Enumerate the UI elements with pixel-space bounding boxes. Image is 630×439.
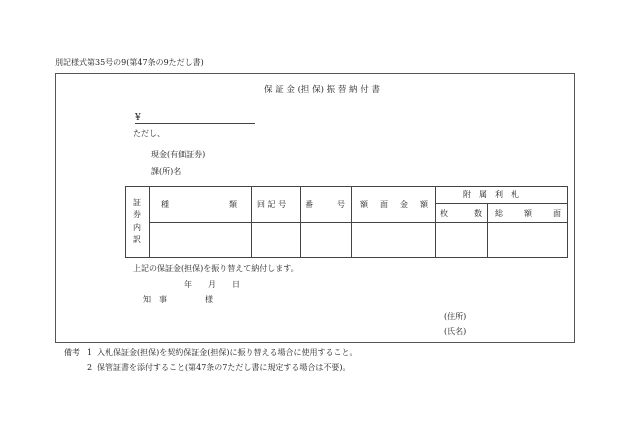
note-1-number: 1 <box>87 348 93 357</box>
address-label: (住所) <box>444 312 467 321</box>
tadashi-label: ただし、 <box>133 129 165 138</box>
col-total-char: 総 <box>495 209 503 218</box>
table-rule-header <box>149 222 568 223</box>
table-rule-number <box>351 186 352 258</box>
date-month: 月 <box>208 280 216 289</box>
col-number-char: 号 <box>337 200 345 209</box>
governor-label: 知 事 <box>143 295 167 304</box>
table-border-top <box>125 186 568 187</box>
col-face-value-header <box>360 201 428 209</box>
date-year: 年 <box>184 280 192 289</box>
col-face-char: 額 <box>420 200 428 209</box>
col-kind-char: 類 <box>229 200 237 209</box>
table-border-left <box>125 186 126 258</box>
notes-heading: 備考 <box>64 348 80 357</box>
col-coupon-header: 附 属 利 札 <box>463 190 519 199</box>
col-number-header <box>305 201 345 209</box>
col-total-char: 額 <box>524 209 532 218</box>
col-kind-char: 種 <box>161 200 169 209</box>
side-label-char: 証 <box>133 198 141 207</box>
table-border-right <box>567 186 568 258</box>
yen-symbol: ¥ <box>135 113 141 123</box>
table-rule-kind <box>251 186 252 258</box>
col-total-header <box>495 210 561 218</box>
honorific: 様 <box>205 295 213 304</box>
name-label: (氏名) <box>444 327 467 336</box>
col-count-char: 数 <box>474 209 482 218</box>
col-kind-header <box>161 201 237 209</box>
col-face-char: 額 <box>360 200 368 209</box>
col-total-char: 面 <box>553 209 561 218</box>
col-count-header <box>440 210 482 218</box>
statement: 上記の保証金(担保)を振り替えて納付します。 <box>133 264 299 273</box>
division-label: 課(所)名 <box>151 167 182 176</box>
cash-label: 現金(有価証券) <box>151 150 206 159</box>
note-1-text: 入札保証金(担保)を契約保証金(担保)に振り替える場合に使用すること。 <box>97 348 358 357</box>
side-label-char: 券 <box>133 210 141 219</box>
col-code-header: 回 記 号 <box>257 200 287 209</box>
note-2-number: 2 <box>87 363 93 372</box>
table-rule-count <box>487 203 488 258</box>
date-day: 日 <box>232 280 240 289</box>
table-rule-side <box>149 186 150 258</box>
note-2-text: 保管証書を添付すること(第47条の7ただし書に規定する場合は不要)。 <box>97 363 351 372</box>
col-count-char: 枚 <box>440 209 448 218</box>
table-rule-code <box>300 186 301 258</box>
amount-line <box>135 123 255 124</box>
col-number-char: 番 <box>305 200 313 209</box>
table-rule-face <box>435 186 436 258</box>
table-border-bottom <box>125 257 568 258</box>
col-face-char: 金 <box>400 200 408 209</box>
col-face-char: 面 <box>380 200 388 209</box>
table-rule-sub <box>435 203 568 204</box>
side-label-char: 内 <box>133 223 141 232</box>
form-title: 保 証 金 (担 保) 振 替 納 付 書 <box>264 85 380 95</box>
form-reference: 別記様式第35号の9(第47条の9ただし書) <box>55 58 204 67</box>
side-label-char: 訳 <box>133 235 141 244</box>
